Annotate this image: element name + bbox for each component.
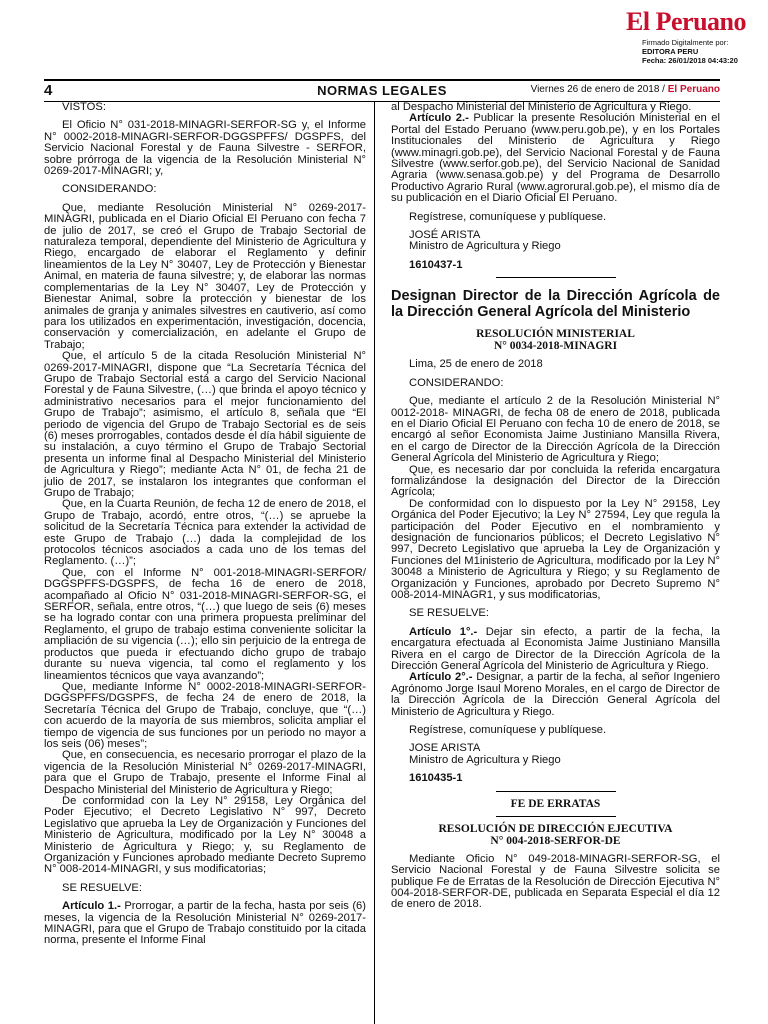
paragraph: CONSIDERANDO: <box>409 376 504 389</box>
left-column <box>44 102 366 947</box>
article-text: Dejar sin efecto, a partir de la fecha, la encargatura efectuada al Economista Jaime Justiniano Mansilla Rivera en el cargo de Director de la Dirección Agrícola de la Dirección General Agrícola del Ministerio de Agricultura y Riego. <box>391 625 720 673</box>
closing-line: Regístrese, comuníquese y publíquese. <box>409 724 607 737</box>
document-number: 1610437-1 <box>409 258 463 271</box>
paper-name: El Peruano <box>667 84 720 95</box>
paragraph: SE RESUELVE: <box>409 607 489 620</box>
newspaper-logo: El Peruano <box>626 7 746 36</box>
separator <box>496 791 616 792</box>
article-text: Publicar la presente Resolución Ministerial en el Portal del Estado Peruano (www.peru.gob.pe), y en los Portales Institucionales del Ministerio de Agricultura y Riego (www.minagri.gob.pe), del Servicio Nacional Forestal y de Fauna Silvestre (www.serfor.gob.pe), del Servicio Nacional de Sanidad Agraria (www.senasa.gob.pe) y del Programa de Desarrollo Productivo Agrario Rural (www.agrorural.gob.pe), el mismo día de su publicación en el Diario Oficial El Peruano. <box>391 112 720 205</box>
paragraph: Que, mediante Informe N° 0002-2018-MINAGRI-SERFOR-DGGSPFFS/DGSPFS, de fecha 24 de enero de 2018, la Secretaría Técnica del Grupo de Trabajo, concluye, que “(…) con acuerdo de la mayoría de sus miembros, solicita ampliar el tiempo de vigencia de sus funciones por un periodo no mayor a los seis (06) meses”; <box>44 680 366 750</box>
resolution-number: N° 004-2018-SERFOR-DE <box>490 834 621 847</box>
signatory-title: Ministro de Agricultura y Riego <box>409 240 561 253</box>
article-title: Designan Director de la Dirección Agrícola de la Dirección General Agrícola del Ministerio <box>391 288 720 321</box>
resolution-heading: RESOLUCIÓN MINISTERIAL <box>476 328 635 341</box>
resolution-heading: RESOLUCIÓN DE DIRECCIÓN EJECUTIVA <box>438 822 673 835</box>
signature-line: EDITORA PERU <box>642 47 699 56</box>
paragraph: Que, en la Cuarta Reunión, de fecha 12 de enero de 2018, el Grupo de Trabajo, acordó, entre otros, “(…) se apruebe la solicitud de la Secretaría Técnica para extender la actividad de este Grupo de Trabajo (…) dada la complejidad de los protocolos técnicos asociados a cada uno de los temas del Reglamento. (…)”; <box>44 498 366 568</box>
page-header <box>44 79 720 102</box>
column-divider <box>374 102 375 1024</box>
signature-line: Fecha: 26/01/2018 04:43:20 <box>642 56 738 65</box>
paragraph: Mediante Oficio N° 049-2018-MINAGRI-SERFOR-SG, el Servicio Nacional Forestal y de Fauna Silvestre solicita se publique Fe de Erratas de la Resolución de Dirección Ejecutiva N° 004-2018-SERFOR-DE, publicada en Separata Especial el día 12 de enero de 2018. <box>391 852 720 911</box>
resolution-number: N° 0034-2018-MINAGRI <box>493 340 618 353</box>
paragraph: Que, mediante Resolución Ministerial N° 0269-2017-MINAGRI, publicada en el Diario Oficial El Peruano con fecha 7 de julio de 2017, se creó el Grupo de Trabajo Sectorial de naturaleza temporal, dependiente del Ministerio de Agricultura y Riego, encargado de elaborar el Reglamento y definir lineamientos de la Ley N° 30407, Ley de Protección y Bienestar Animal, en materia de fauna silvestre; y, de elaborar las normas complementarias de la Ley N° 30407, Ley de Protección y Bienestar Animal, sobre la protección y bienestar de los animales de granja y animales silvestres en cautiverio, así como para los utilizados en experimentación, investigación, docencia, conservación y comercialización, en adelante el Grupo de Trabajo; <box>44 201 366 351</box>
place-date: Lima, 25 de enero de 2018 <box>409 358 543 371</box>
closing-line: Regístrese, comuníquese y publíquese. <box>409 210 607 223</box>
article-text: Designar, a partir de la fecha, al señor Ingeniero Agrónomo Jorge Isaul Moreno Morales, en el cargo de Director de la Dirección Agrícola de la Dirección General Agrícola del Ministerio de Agricultura y Riego. <box>391 671 721 718</box>
paragraph: Que, con el Informe N° 001-2018-MINAGRI-SERFOR/ DGGSPFFS-DGSPFS, de fecha 16 de enero de 2018, acompañado al Oficio N° 031-2018-MINAGRI-SERFOR-SG, el SERFOR, señala, entre otros, “(…) que luego de seis (6) meses se ha logrado contar con una primera propuesta preliminar del Reglamento, el grupo de trabajo estima conveniente solicitar la ampliación de su vigencia (…); ello sin perjuicio de la entrega de productos que pueda ir efectuando dicho grupo de trabajo durante su nueva vigencia, tal como el reglamento y los lineamientos técnicos que vaya avanzando”; <box>44 566 366 682</box>
separator <box>496 277 616 278</box>
article-paragraph <box>391 672 720 718</box>
paragraph: El Oficio N° 031-2018-MINAGRI-SERFOR-SG y, el Informe N° 0002-2018-MINAGRI-SERFOR-DGGSPFFS/ DGSPFS, del Servicio Nacional Forestal y de Fauna Silvestre - SERFOR, sobre prórroga de la vigencia de la Resolución Ministerial N° 0269-2017-MINAGRI; y, <box>44 119 366 178</box>
date-text: Viernes 26 de enero de 2018 / <box>530 84 665 95</box>
article-paragraph <box>391 113 720 204</box>
right-column <box>391 102 720 911</box>
article-paragraph <box>44 901 366 947</box>
article-text: Prorrogar, a partir de la fecha, hasta por seis (6) meses, la vigencia de la Resolución Ministerial N° 0269-2017-MINAGRI, para que el Grupo de Trabajo constituido por la citada norma, presente el Informe Final <box>44 900 366 947</box>
paragraph: Que, es necesario dar por concluida la referida encargatura formalizándose la designación del Director de la Dirección Agrícola; <box>391 463 720 499</box>
digital-signature <box>642 38 738 65</box>
section-title: NORMAS LEGALES <box>317 83 447 98</box>
paragraph: Que, el artículo 5 de la citada Resolución Ministerial N° 0269-2017-MINAGRI, dispone que “La Secretaría Técnica del Grupo de Trabajo Sectorial está a cargo del Servicio Nacional Forestal y de Fauna Silvestre, (…) que brinda el apoyo técnico y administrativo necesarios para el mejor funcionamiento del Grupo de Trabajo”; asimismo, el artículo 8, señala que “El periodo de vigencia del Grupo de Trabajo Sectorial es de seis (6) meses prorrogables, contados desde el día hábil siguiente de su instalación, a cuyo término el Grupo de Trabajo Sectorial presenta un informe final al Despacho Ministerial del Ministerio de Agricultura y Riego”; mediante Acta N° 01, de fecha 21 de julio de 2017, se instalaron los integrantes que conforman el Grupo de Trabajo; <box>44 350 366 499</box>
paragraph: CONSIDERANDO: <box>62 183 157 196</box>
article-label: Artículo 1.- <box>62 900 121 913</box>
masthead <box>626 8 746 36</box>
signatory-title: Ministro de Agricultura y Riego <box>409 753 561 766</box>
paragraph: De conformidad con la Ley N° 29158, Ley Orgánica del Poder Ejecutivo; el Decreto Legislativo N° 997, Decreto Legislativo que aprueba la Ley de Organización y Funciones del Ministerio de Agricultura, modificado por la Ley N° 30048 a Ministerio de Agricultura y Riego; y, su Reglamento de Organización y Funciones aprobado mediante Decreto Supremo N° 008-2014-MINAGRI, y sus modificatorias; <box>44 794 366 876</box>
article-label: Artículo 2°.- <box>409 671 473 684</box>
paragraph: Que, en consecuencia, es necesario prorrogar el plazo de la vigencia de la Resolución Ministerial N° 0269-2017-MINAGRI, para que el Grupo de Trabajo, presente el Informe Final al Despacho Ministerial del Ministerio de Agricultura y Riego; <box>44 749 366 796</box>
signatory-name: JOSÉ ARISTA <box>409 229 481 242</box>
paragraph: Que, mediante el artículo 2 de la Resolución Ministerial N° 0012-2018- MINAGRI, de fecha 08 de enero de 2018, publicada en el Diario Oficial El Peruano con fecha 10 de enero de 2018, se encargó al señor Economista Jaime Justiniano Mansilla Rivera, en el cargo de Director de la Dirección Agrícola de la Dirección General Agrícola del Ministerio de Agricultura y Riego; <box>391 395 720 465</box>
separator <box>496 816 616 817</box>
document-number: 1610435-1 <box>409 772 463 785</box>
article-paragraph <box>391 627 720 673</box>
signatory-name: JOSE ARISTA <box>409 742 481 755</box>
paragraph: SE RESUELVE: <box>62 881 142 894</box>
article-label: Artículo 1°.- <box>409 625 478 638</box>
article-label: Artículo 2.- <box>409 112 469 125</box>
paragraph: De conformidad con lo dispuesto por la Ley N° 29158, Ley Orgánica del Poder Ejecutivo; la Ley N° 27594, Ley que regula la participación del Poder Ejecutivo en el nombramiento y designación de funcionarios públicos; el Decreto Legislativo N° 997, Decreto Legislativo que aprueba la Ley de Organización y Funciones del M1inisterio de Agricultura, modificado por la Ley N° 30048 a Ministerio de Agricultura y Riego; y su Reglamento de Organización y Funciones, aprobado por Decreto Supremo N° 008-2014-MINAGR1, y sus modificatorias, <box>391 497 720 601</box>
paragraph: al Despacho Ministerial del Ministerio de Agricultura y Riego. <box>391 101 692 113</box>
signature-line: Firmado Digitalmente por: <box>642 38 729 47</box>
page-number: 4 <box>44 82 53 99</box>
paragraph: VISTOS: <box>62 101 106 113</box>
errata-heading: FE DE ERRATAS <box>510 797 601 810</box>
dateline <box>531 84 720 95</box>
